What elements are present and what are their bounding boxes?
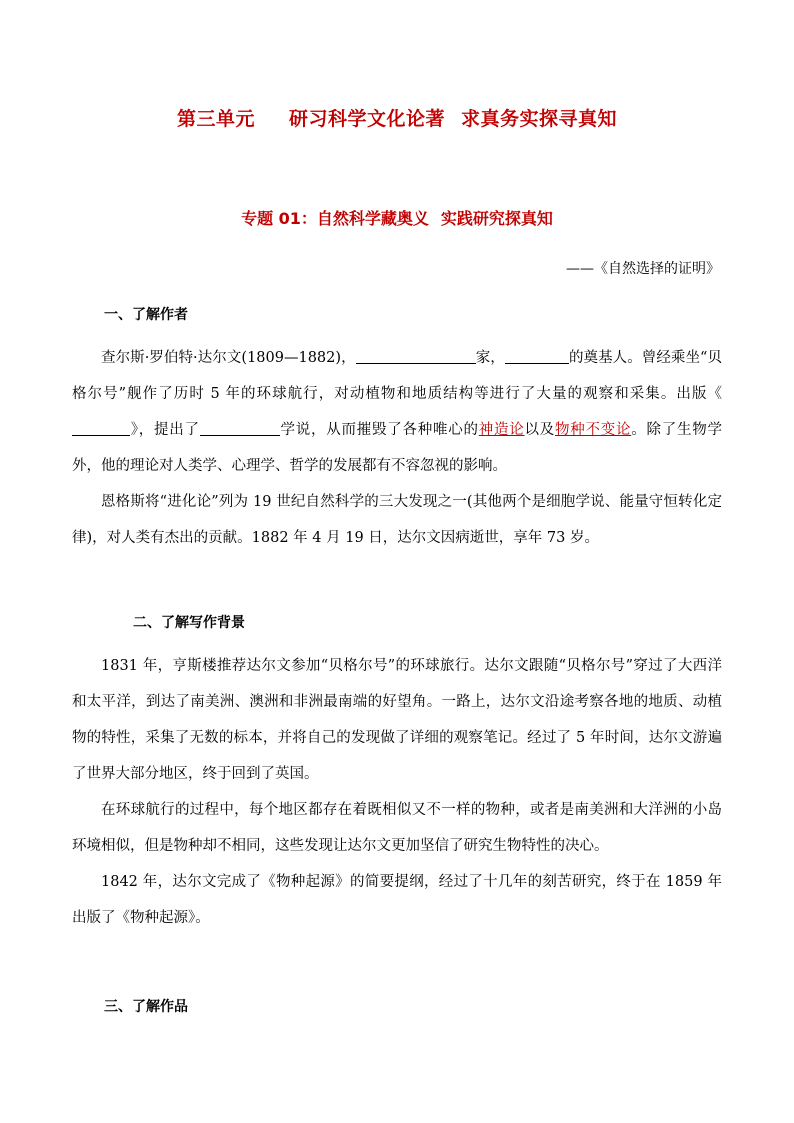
link-creationism[interactable]: 神造论 xyxy=(478,422,525,438)
link-fixity-of-species[interactable]: 物种不变论 xyxy=(555,422,632,438)
background-paragraph-1: 1831 年，亨斯楼推荐达尔文参加“贝格尔号”的环球旅行。达尔文跟随“贝格尔号”穿过了大西洋和太平洋，到达了南美洲、澳洲和非洲最南端的好望角。一路上，达尔文沿途考察各地的地质、动植物的特性，采集了无数的标本，并将自己的发现做了详细的观察笔记。经过了 5 年时间，达尔文游遍了世界大部分地区，终于回到了英国。 xyxy=(72,658,722,782)
author-paragraph-2: 恩格斯将“进化论”列为 19 世纪自然科学的三大发现之一(其他两个是细胞学说、能量守恒转化定律)，对人类有杰出的贡献。1882 年 4 月 19 日，达尔文因病逝世，享年 73 岁。 xyxy=(72,494,722,546)
unit-topic-a: 研习科学文化论著 xyxy=(288,108,445,130)
background-paragraph-3: 1842 年，达尔文完成了《物种起源》的简要提纲，经过了十几年的刻苦研究，终于在 1859 年出版了《物种起源》。 xyxy=(72,874,722,926)
author-paragraph-1: 查尔斯·罗伯特·达尔文(1809—1882)， 家， 的奠基人。曾经乘坐“贝格尔号”舰作了历时 5 年的环球航行，对动植物和地质结构等进行了大量的观察和采集。出版《》，提出了 学说，从而摧毁了各种唯心的神造论以及物种不变论。除了生物学外，他的理论对人类学、心理学、哲学的发展都有不容忽视的影响。 xyxy=(72,340,722,484)
background-paragraph-2: 在环球航行的过程中，每个地区都存在着既相似又不一样的物种，或者是南美洲和大洋洲的小岛环境相似，但是物种却不相同，这些发现让达尔文更加坚信了研究生物特性的决心。 xyxy=(72,802,722,854)
unit-number: 第三单元 xyxy=(176,108,255,130)
fill-blank-2[interactable] xyxy=(505,347,569,364)
source-subtitle: ——《自然选择的证明》 xyxy=(566,261,720,277)
topic-a: 专题 01：自然科学藏奥义 xyxy=(241,209,429,228)
section-heading-background: 二、了解写作背景 xyxy=(133,615,245,631)
topic-b: 实践研究探真知 xyxy=(440,209,553,228)
unit-title xyxy=(0,104,794,131)
fill-blank-1[interactable] xyxy=(356,347,476,364)
fill-blank-4[interactable] xyxy=(200,419,280,436)
section-heading-author: 一、了解作者 xyxy=(104,307,188,323)
fill-blank-3[interactable] xyxy=(72,419,130,436)
topic-title xyxy=(0,206,794,229)
section-heading-work: 三、了解作品 xyxy=(104,999,188,1015)
unit-topic-b: 求真务实探寻真知 xyxy=(461,108,618,130)
